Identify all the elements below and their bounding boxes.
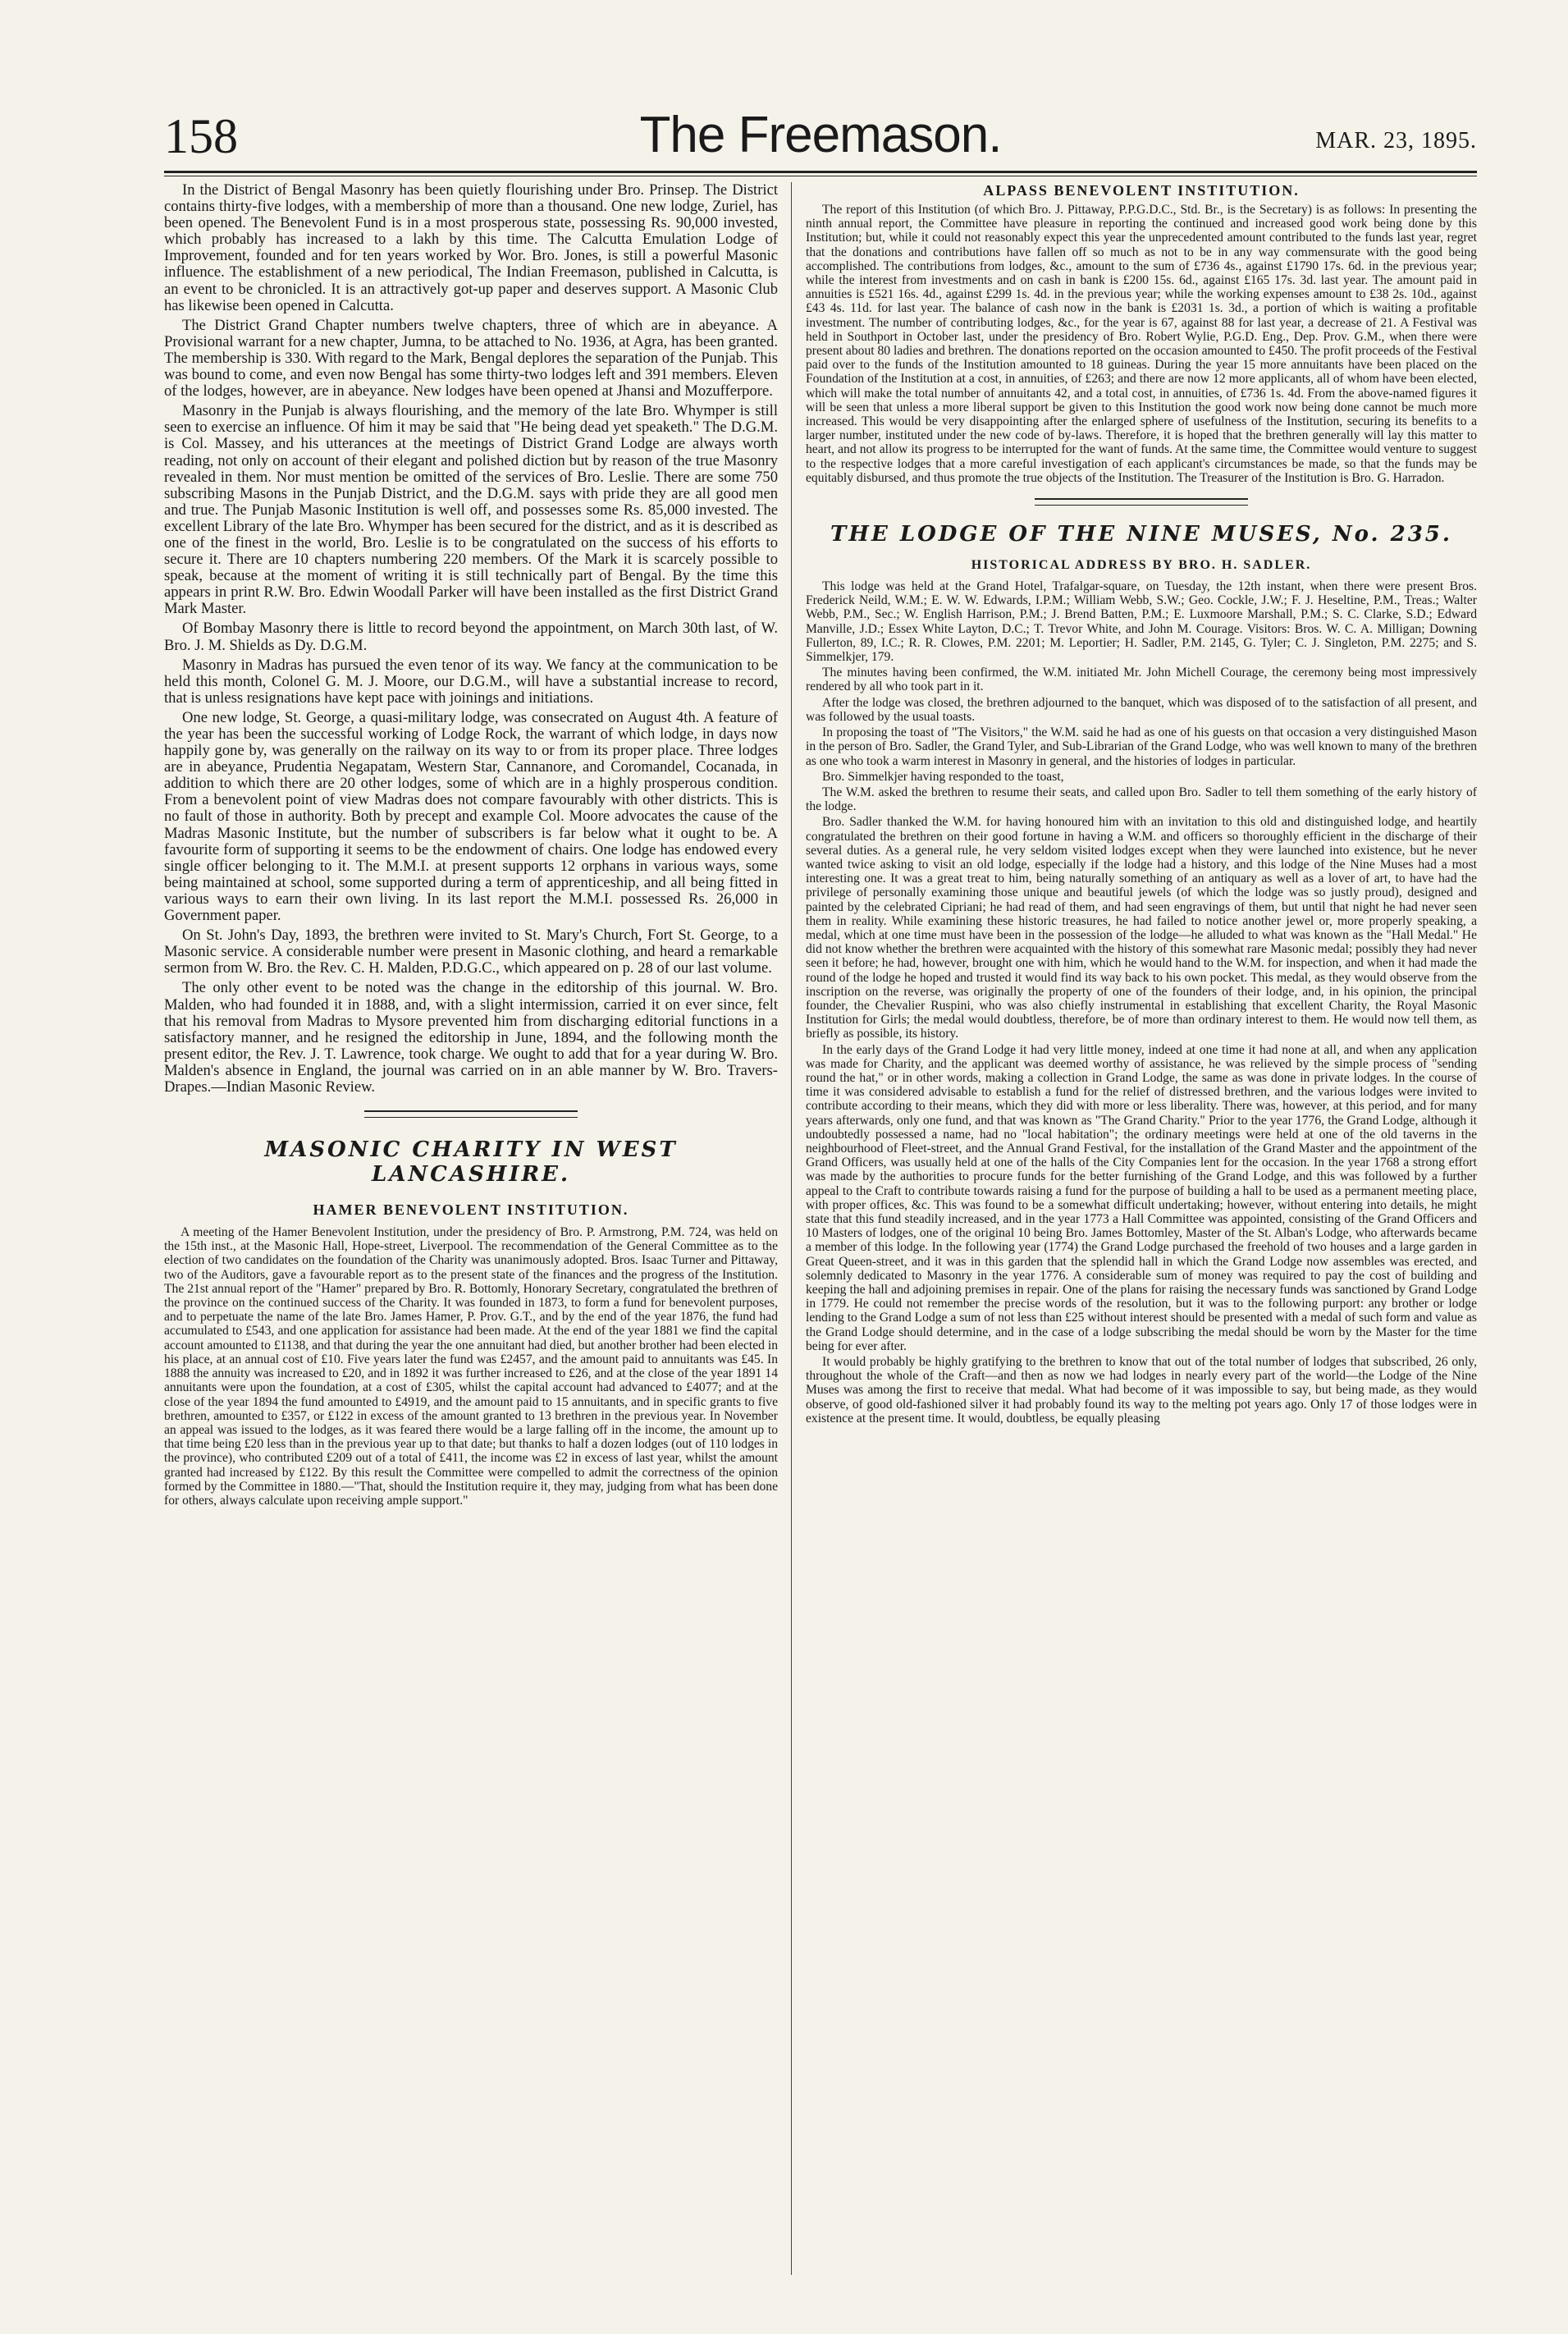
paragraph: Of Bombay Masonry there is little to record beyond the appointment, on March 30th last, of W. Bro. J. M. Shields as Dy. D.G.M. bbox=[164, 620, 778, 654]
paragraph: This lodge was held at the Grand Hotel, Trafalgar-square, on Tuesday, the 12th instant, when there were present Bros. Frederick Neild, W.M.; E. W. W. Edwards, I.P.M.; William Webb, S.W.; Geo. Cockle, J.W.; F. J. Heseltine, P.M., Treas.; Walter Webb, P.M., Sec.; W. English Harrison, P.M.; J. Brend Batten, P.M.; E. Luxmoore Marshall, P.M.; S. C. Clarke, S.D.; Edward Manville, J.D.; Essex White Layton, D.C.; T. Trevor White, and John M. Courage. Visitors: Bros. W. C. A. Milligan; Downing Fullerton, 89, I.C.; R. R. Clowes, P.M. 2201; M. Leportier; H. Sadler, P.M. 2145, G. Tyler; C. J. Singleton, P.M. 2275; and S. Simmelkjer, 179. bbox=[806, 579, 1477, 665]
paragraph: The W.M. asked the brethren to resume their seats, and called upon Bro. Sadler to tell them something of the early history of the lodge. bbox=[806, 785, 1477, 814]
article-subheading-hamer: HAMER BENEVOLENT INSTITUTION. bbox=[313, 1201, 629, 1219]
paragraph: Bro. Simmelkjer having responded to the toast, bbox=[822, 769, 1064, 784]
paragraph: The report of this Institution (of which Bro. J. Pittaway, P.P.G.D.C., Std. Br., is the Secretary) is as follows: In presenting the ninth annual report, the Committee have pleasure in reporting the continued and increased good work being done by this Institution; but, while it could not reasonably expect this year the unprecedented amount contributed to the funds last year, regret that the donations and contributions have fallen off so much as not to be in any way commensurate with the good being accomplished. The contributions from lodges, &c., amount to the sum of £736 4s., against £1790 17s. 6d. in the previous year; while the interest from investments and on cash in bank is £200 15s. 6d., against £165 17s. 3d. last year. The amount paid in annuities is £521 16s. 4d., against £299 1s. 4d. in the previous year; while the working expenses amount to £38 2s. 10d., against £43 4s. 11d. for last year. The balance of cash now in the bank is £2031 1s. 3d., a portion of which is waiting a profitable investment. The number of contributing lodges, &c., for the year is 67, against 88 for last year, a decrease of 21. A Festival was held in Southport in October last, under the presidency of Bro. Robert Wylie, P.G.D. Eng., Dep. Prov. G.M., when there were present about 80 ladies and brethren. The donations reported on the occasion amounted to £450. The profit proceeds of the Festival paid over to the funds of the Institution amounted to 18 guineas. During the year 15 more annuitants have been placed on the Foundation of the Institution at a cost, in annuities, of £263; and there are now 12 more applicants, all of whom have been elected, which will make the total number of annuitants 42, and a total cost, in annuities, of £736 1s. 4d. From the above-named figures it will be seen that unless a more liberal support be given to this Institution the good work now being done cannot be much more increased. This would be very disappointing after the enlarged sphere of usefulness of the Institution, securing its benefits to a larger number, instituted under the new code of by-laws. Therefore, it is hoped that the brethren generally will lay this matter to heart, and not allow its progress to be interrupted for the want of funds. At the same time, the Committee would venture to suggest to the respective lodges that a more careful investigation of each applicant's circumstances be made, so that the funds may be equitably disbursed, and thus promote the true objects of the Institution. The Treasurer of the Institution is Bro. G. Harradon. bbox=[806, 203, 1477, 485]
paragraph: Bro. Sadler thanked the W.M. for having honoured him with an invitation to this old and distinguished lodge, and heartily congratulated the brethren on their good fortune in having a W.M. and officers so thoroughly efficient in the discharge of their several duties. As a general rule, he very seldom visited lodges except when they were launched into existence, but he never wanted twice asking to visit an old lodge, especially if the lodge had a history, and this lodge of the Nine Muses had a most interesting one. It was a great treat to him, being naturally something of an antiquary as well as a lover of art, to have had the privilege of personally examining those unique and beautiful jewels (of which the lodge was so justly proud), designed and painted by the celebrated Cipriani; he had read of them, and had seen engravings of them, but until that night he had never seen them in reality. While examining these historic treasures, he had failed to notice another jewel or, more properly speaking, a medal, which at one time must have been in the possession of the lodge—he alluded to what was known as the "Hall Medal." He did not know whether the brethren were acquainted with the history of this somewhat rare Masonic medal; possibly they had never seen it before; he had, however, brought one with him, which he would hand to the W.M. for inspection, and when it had made the round of the lodge he hoped and trusted it would find its way back to his own pocket. This medal, as they would observe from the inscription on the reverse, was originally the property of one of the founders of their lodge, and, in his opinion, the principal founder, the Chevalier Ruspini, who was also chiefly instrumental in establishing that excellent Charity, the Royal Masonic Institution for Girls; the medal would doubtless, therefore, be of more than ordinary interest to them. He would now tell them, as briefly as possible, its history. bbox=[806, 815, 1477, 1041]
masthead bbox=[164, 105, 1477, 167]
paragraph: It would probably be highly gratifying to the brethren to know that out of the total number of lodges that subscribed, 26 only, throughout the whole of the Craft—and then as now we had lodges in nearly every part of the world—the Lodge of the Nine Muses was among the first to receive that medal. What had become of it was impossible to say, but being made, as they would observe, of good old-fashioned silver it had probably found its way to the melting pot years ago. Only 17 of those lodges were in existence at the present time. It would, doubtless, be equally pleasing bbox=[806, 1355, 1477, 1426]
paragraph: In proposing the toast of "The Visitors," the W.M. said he had as one of his guests on that occasion a very distinguished Mason in the person of Bro. Sadler, the Grand Tyler, and Sub-Librarian of the Grand Lodge, who was well known to many of the brethren as one who took a warm interest in Masonry in general, and the histories of lodges in particular. bbox=[806, 725, 1477, 768]
paragraph: In the early days of the Grand Lodge it had very little money, indeed at one time it had none at all, and when any application was made for Charity, and the applicant was deemed worthy of assistance, he was relieved by the simple process of "sending round the hat," or in other words, making a collection in Grand Lodge, the same as was done in private lodges. In the course of time it was considered advisable to establish a fund for the relief of distressed brethren, and the various lodges were invited to contribute according to their means, which they did with more or less liberality. There was, however, at this period, and for many years afterwards, only one fund, and that was known as "The Grand Charity." Prior to the year 1776, the Grand Lodge, although it undoubtedly possessed a name, had no "local habitation"; the ordinary meetings were held at one of the old taverns in the neighbourhood of Fleet-street, and the Annual Grand Festival, for the installation of the Grand Master and the appointment of the Grand Officers, was usually held at one of the halls of the City Companies lent for the occasion. In the year 1768 a strong effort was made by the authorities to procure funds for the better furnishing of the Grand Lodge, and this was followed by a further appeal to the Craft to contribute towards raising a fund for the purpose of building a hall to be used as a permanent meeting place, with proper offices, &c. This was found to be a somewhat difficult undertaking; however, without entering into details, he might state that this fund steadily increased, and in the year 1773 a Hall Committee was appointed, consisting of the Grand Officers and 10 Masters of lodges, one of the original 10 being Bro. James Bottomley, Master of the St. Alban's Lodge, who afterwards became a member of this lodge. In the following year (1774) the Grand Lodge purchased the freehold of two houses and a large garden in Great Queen-street, and it was in this garden that the splendid hall in which the Grand Lodge now assembles was erected, and solemnly dedicated to Masonry in the year 1776. A considerable sum of money was required to pay the cost of building and keeping the hall and adjoining premises in repair. One of the plans for raising the necessary funds was sanctioned by Grand Lodge in 1779. He could not remember the precise words of the resolution, but it was to the following purport: any brother or lodge lending to the Grand Lodge a sum of not less than £25 without interest should be presented with a medal of such form and value as the Grand Lodge should determine, and in the case of a lodge subscribing the medal should be worn by the Master for the time being for ever after. bbox=[806, 1042, 1477, 1353]
paragraph: The District Grand Chapter numbers twelve chapters, three of which are in abeyance. A Provisional warrant for a new chapter, Jumna, to be attached to No. 1936, at Agra, has been granted. The membership is 330. With regard to the Mark, Bengal deplores the separation of the Punjab. This was bound to come, and even now Bengal has some thirty-two lodges left and 391 members. Eleven of the lodges, however, are in abeyance. New lodges have been opened at Jhansi and Mozufferpore. bbox=[164, 316, 778, 400]
paragraph: On St. John's Day, 1893, the brethren were invited to St. Mary's Church, Fort St. George, to a Masonic service. A considerable number were present in Masonic clothing, and heard a remarkable sermon from W. Bro. the Rev. C. H. Malden, P.D.G.C., which appeared on p. 28 of our last volume. bbox=[164, 927, 778, 977]
paragraph: The only other event to be noted was the change in the editorship of this journal. W. Bro. Malden, who had founded it in 1888, and, with a slight intermission, carried it on ever since, felt that his removal from Madras to Mysore prevented him from discharging editorial functions in a satisfactory manner, and he resigned the editorship in June, 1894, and the following month the present editor, the Rev. J. T. Lawrence, took charge. We ought to add that for a year during W. Bro. Malden's absence in England, the journal was carried on in an able manner by W. Bro. Travers-Drapes.—Indian Masonic Review. bbox=[164, 979, 778, 1096]
paragraph: In the District of Bengal Masonry has been quietly flourishing under Bro. Prinsep. The District contains thirty-five lodges, with a membership of more than a thousand. One new lodge, Zuriel, has been opened. The Benevolent Fund is in a most prosperous state, possessing Rs. 90,000 invested, which probably has increased to a lakh by this time. The Calcutta Emulation Lodge of Improvement, founded and for ten years worked by Wor. Bro. Jones, is still a powerful Masonic influence. The establishment of a new periodical, The Indian Freemason, published in Calcutta, is an event to be chronicled. It is an attractively got-up paper and deserves support. A Masonic Club has likewise been opened in Calcutta. bbox=[164, 181, 778, 314]
left-column bbox=[164, 182, 778, 1509]
article-hamer-body bbox=[164, 1225, 778, 1508]
paragraph: Masonry in the Punjab is always flourishing, and the memory of the late Bro. Whymper is still seen to exercise an influence. Of him it may be said that "He being dead yet speaketh." The D.G.M. is Col. Massey, and his utterances at the meetings of District Grand Lodge are always worth reading, not only on account of their elegant and polished diction but by reason of the true Masonry revealed in them. Nor must mention be omitted of the services of Bro. Leslie. There are some 750 subscribing Masons in the Punjab District, and the D.G.M. says with pride they are all good men and true. The Punjab Masonic Institution is well off, and possesses some Rs. 85,000 invested. The excellent Library of the late Bro. Whymper has been secured for the district, and as it is described as one of the finest in the world, Bro. Leslie is to be congratulated on the success of his efforts to secure it. There are 10 chapters numbering 220 members. Of the Mark it is scarcely possible to speak, because at the moment of writing it is still technically part of Bengal. By the time this appears in print R.W. Bro. Edwin Woodall Parker will have been installed as the first District Grand Mark Master. bbox=[164, 402, 778, 618]
right-column bbox=[806, 182, 1477, 1427]
paragraph: The minutes having been confirmed, the W.M. initiated Mr. John Michell Courage, the ceremony being most impressively rendered by all who took part in it. bbox=[806, 666, 1477, 694]
paragraph: One new lodge, St. George, a quasi-military lodge, was consecrated on August 4th. A feature of the year has been the successful working of Lodge Rock, the warrant of which lodge, in days now happily gone by, was generally on the railway on its way to or from its proper place. Three lodges are in abeyance, Prudentia Negapatam, Western Star, Cannanore, and Coromandel, Cocanada, in addition to which there are 20 other lodges, some of which are in a highly prosperous condition. From a benevolent point of view Madras does not compare favourably with other districts. This is no fault of those in authority. Both by precept and example Col. Moore advocates the cause of the Madras Masonic Institute, but the number of subscribers is far below what it ought to be. A favourite form of supporting it seems to be the endowment of chairs. One lodge has endowed every single officer belonging to it. The M.M.I. at present supports 12 orphans in various ways, some being maintained at school, some supported during a term of apprenticeship, and all being fitted in various ways to earn their own living. In its last report the M.M.I. possessed Rs. 26,000 in Government paper. bbox=[164, 708, 778, 925]
section-rule bbox=[1035, 498, 1248, 506]
section-rule bbox=[364, 1110, 578, 1118]
paper-title: The Freemason. bbox=[639, 107, 1002, 163]
article-heading-west-lancashire: MASONIC CHARITY IN WEST LANCASHIRE. bbox=[264, 1137, 678, 1188]
article-subheading-sadler: HISTORICAL ADDRESS BY BRO. H. SADLER. bbox=[971, 558, 1312, 573]
page-number: 158 bbox=[164, 109, 238, 163]
paragraph: A meeting of the Hamer Benevolent Institution, under the presidency of Bro. P. Armstrong, P.M. 724, was held on the 15th inst., at the Masonic Hall, Hope-street, Liverpool. The recommendation of the General Committee as to the election of two candidates on the foundation of the Charity was unanimously adopted. Bros. Isaac Turner and Pittaway, two of the Auditors, gave a favourable report as to the present state of the finances and the progress of the Institution. The 21st annual report of the "Hamer" prepared by Bro. R. Bottomly, Honorary Secretary, congratulated the brethren of the province on the continued success of the Charity. It was founded in 1873, to form a fund for benevolent purposes, and to perpetuate the name of the late Bro. James Hamer, P. Prov. G.T., and by the end of the year 1876, the fund had accumulated to £543, and one application for assistance had been made. At the end of the year 1881 we find the capital account amounted to £1138, and that during the year the one annuitant had died, but another brother had been elected in his place, at an annual cost of £10. Five years later the fund was £2457, and the amount paid to annuitants was £45. In 1888 the annuity was increased to £20, and in 1892 it was further increased to £26, and at the close of the year 1891 14 annuitants were upon the foundation, at a cost of £305, whilst the capital account had advanced to £4077; and at the close of the year 1894 the fund amounted to £4919, and the amount paid to 15 annuitants, and in specific grants to five brethren, amounted to £357, or £122 in excess of the amount granted to 13 brethren in the previous year. In November an appeal was issued to the lodges, as it was feared there would be a large falling off in the income, the amount up to that time being £20 less than in the previous year up to that date; but thanks to half a dozen lodges (out of 110 lodges in the province), who contributed £209 out of a total of £411, the income was £2 in excess of last year, whilst the amount granted had increased by £122. By this result the Committee were compelled to admit the correctness of the opinion formed by the Committee in 1880.—"That, should the Institution require it, they may, judging from what has been done for others, always calculate upon receiving ample support." bbox=[164, 1225, 778, 1508]
article-heading-alpass: ALPASS BENEVOLENT INSTITUTION. bbox=[983, 182, 1300, 199]
paragraph: Masonry in Madras has pursued the even tenor of its way. We fancy at the communication to be held this month, Colonel G. M. J. Moore, our D.G.M., will have a substantial increase to record, that is unless resignations have kept pace with joinings and initiations. bbox=[164, 656, 778, 707]
masthead-rule bbox=[164, 171, 1477, 173]
issue-date: MAR. 23, 1895. bbox=[1315, 128, 1477, 153]
column-divider bbox=[791, 182, 792, 2275]
article-alpass-body bbox=[806, 203, 1477, 485]
article-district-reports bbox=[164, 182, 778, 1096]
paragraph: After the lodge was closed, the brethren adjourned to the banquet, which was disposed of to the satisfaction of all present, and was followed by the usual toasts. bbox=[806, 695, 1477, 724]
article-heading-nine-muses: THE LODGE OF THE NINE MUSES, No. 235. bbox=[830, 522, 1452, 547]
article-nine-muses-body bbox=[806, 579, 1477, 1426]
